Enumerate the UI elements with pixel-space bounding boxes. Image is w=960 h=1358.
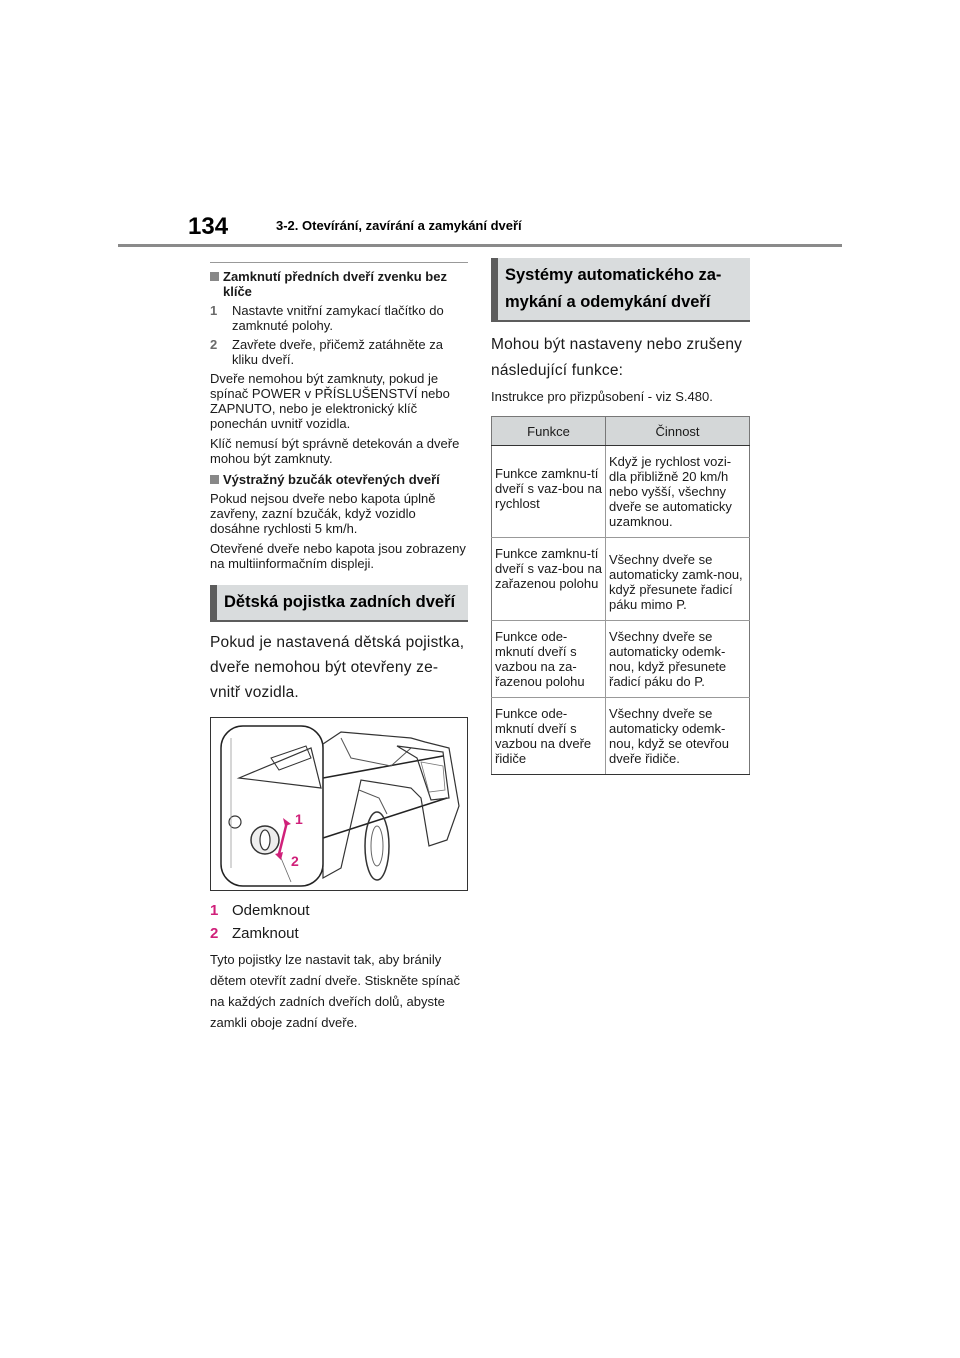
table-cell: Funkce zamknu-tí dveří s vaz-bou na zařazenou polohu xyxy=(492,538,606,621)
subheading-door-buzzer: Výstražný bzučák otevřených dveří xyxy=(210,472,468,487)
figure-label-1: 1 xyxy=(295,811,303,827)
step-item xyxy=(210,337,468,367)
callout-item xyxy=(210,922,468,945)
table-cell: Když je rychlost vozi-dla přibližně 20 km/h nebo vyšší, všechny dveře se automaticky uzamknou. xyxy=(606,446,750,538)
table-cell: Funkce ode-mknutí dveří s vazbou na dveře řidiče xyxy=(492,698,606,775)
function-table xyxy=(491,416,750,775)
section-heading-child-lock: Dětská pojistka zadních dveří xyxy=(210,585,468,622)
figure-label-2: 2 xyxy=(291,853,299,869)
step-number: 1 xyxy=(210,303,218,318)
section-title: 3-2. Otevírání, zavírání a zamykání dveří xyxy=(276,218,522,233)
callout-text: Odemknout xyxy=(232,902,310,919)
subheading-lock-without-key: Zamknutí předních dveří zvenku bez klíče xyxy=(210,262,468,299)
intro-text: Mohou být nastaveny nebo zrušeny následující funkce: xyxy=(491,336,743,379)
square-bullet-icon xyxy=(210,475,219,484)
square-bullet-icon xyxy=(210,272,219,281)
table-row xyxy=(492,446,750,538)
left-column xyxy=(210,262,468,1038)
step-text: Nastavte vnitřní zamykací tlačítko do zamknuté polohy. xyxy=(232,303,444,333)
car-door-illustration xyxy=(211,718,467,890)
callout-number: 2 xyxy=(210,925,219,942)
table-cell: Všechny dveře se automaticky odemk-nou, když přesunete řadicí páku do P. xyxy=(606,621,750,698)
paragraph: Pokud nejsou dveře nebo kapota úplně zavřeny, zazní bzučák, když vozidlo dosáhne rychlosti 5 km/h. xyxy=(210,491,436,536)
step-number: 2 xyxy=(210,337,218,352)
table-cell: Funkce ode-mknutí dveří s vazbou na za-řazenou polohu xyxy=(492,621,606,698)
paragraph: Otevřené dveře nebo kapota jsou zobrazeny na multiinformačním displeji. xyxy=(210,541,466,571)
intro-text: Pokud je nastavená dětská pojistka, dveře nemohou být otevřeny ze-vnitř vozidla. xyxy=(210,634,465,701)
table-cell: Funkce zamknu-tí dveří s vaz-bou na rychlost xyxy=(492,446,606,538)
callout-text: Zamknout xyxy=(232,925,299,942)
paragraph: Dveře nemohou být zamknuty, pokud je spínač POWER v PŘÍSLUŠENSTVÍ nebo ZAPNUTO, nebo je elektronický klíč ponechán uvnitř vozidla. xyxy=(210,371,450,431)
callout-number: 1 xyxy=(210,902,219,919)
header-divider xyxy=(118,244,842,247)
child-lock-illustration xyxy=(210,717,468,891)
callout-item xyxy=(210,899,468,922)
customization-note: Instrukce pro přizpůsobení - viz S.480. xyxy=(491,389,713,404)
table-row xyxy=(492,698,750,775)
step-item xyxy=(210,303,468,333)
table-header: Funkce xyxy=(492,417,606,446)
table-row xyxy=(492,538,750,621)
right-column xyxy=(491,258,750,775)
paragraph: Klíč nemusí být správně detekován a dveře mohou být zamknuty. xyxy=(210,436,460,466)
section-heading-auto-lock: Systémy automatického za-mykání a odemykání dveří xyxy=(491,258,750,322)
step-text: Zavřete dveře, přičemž zatáhněte za kliku dveří. xyxy=(232,337,443,367)
table-row xyxy=(492,621,750,698)
table-header: Činnost xyxy=(606,417,750,446)
table-cell: Všechny dveře se automaticky odemk-nou, když se otevřou dveře řidiče. xyxy=(606,698,750,775)
table-cell: Všechny dveře se automaticky zamk-nou, když přesunete řadicí páku mimo P. xyxy=(606,538,750,621)
page-number: 134 xyxy=(188,213,229,240)
paragraph: Tyto pojistky lze nastavit tak, aby bránily dětem otevřít zadní dveře. Stiskněte spínač na každých zadních dveřích dolů, abyste zamkli oboje zadní dveře. xyxy=(210,952,461,1030)
